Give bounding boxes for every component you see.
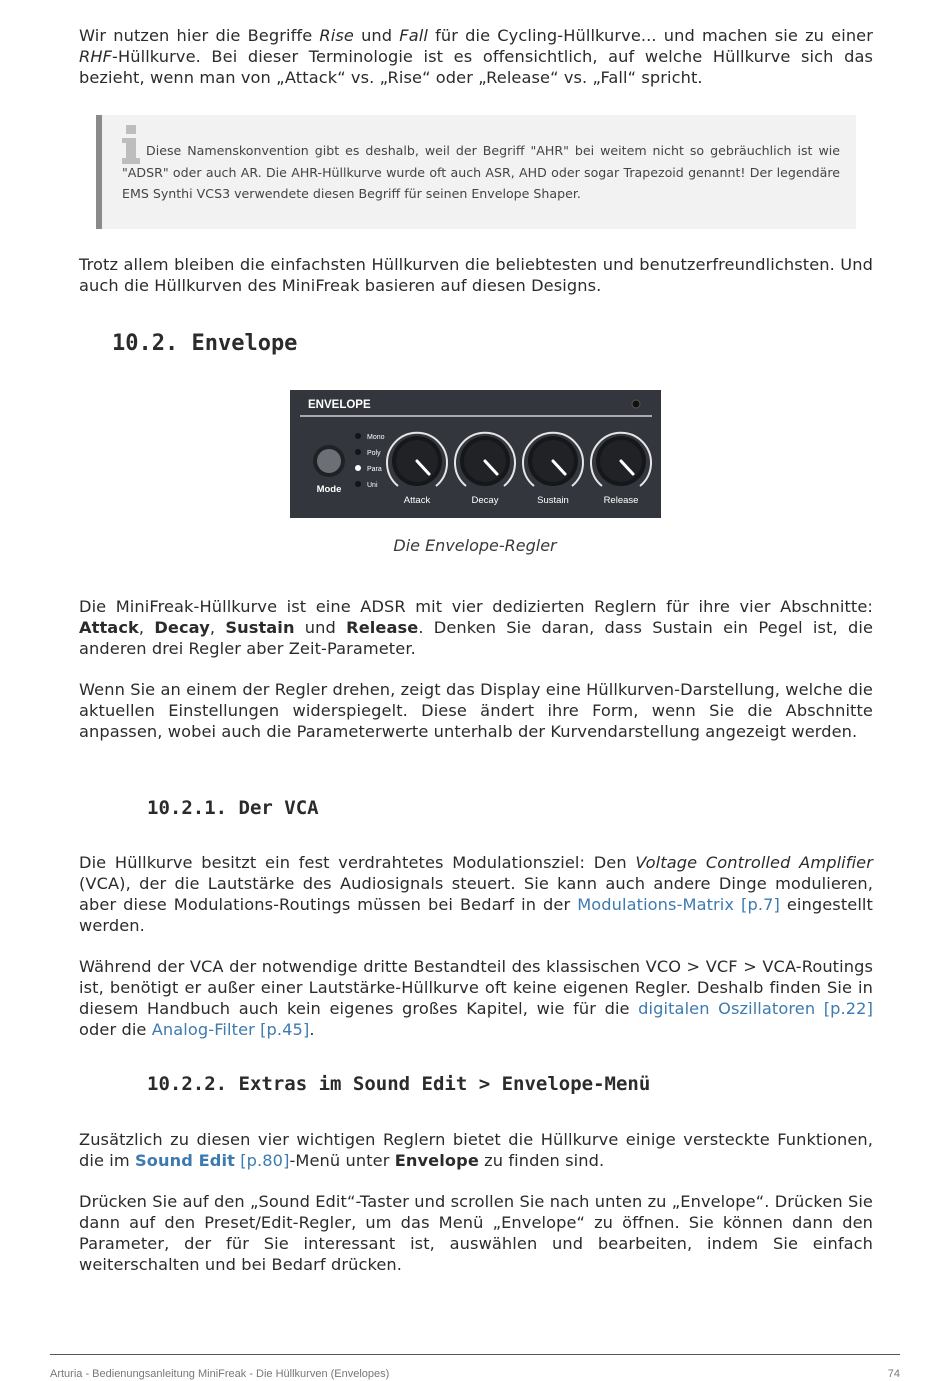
text: , [138,618,155,637]
link-sound-edit-page: [p.80] [234,1151,290,1170]
mode-option: Poly [367,450,381,457]
page-number: 74 [887,1368,900,1380]
paragraph-display: Wenn Sie an einem der Regler drehen, zeigt das Display eine Hüllkurven-Darstellung, welche die aktuellen Einstellungen widerspiegelt. Diese ändert ihre Form, wenn Sie die Abschnitte anpassen, wobei auch die Parameterwerte unterhalb der Kurvendarstellung angezeigt werden. [79,680,873,741]
text: für die Cycling-Hüllkurve... und machen sie zu einer [427,26,873,45]
panel-title: ENVELOPE [308,399,371,411]
knob-label: Decay [471,495,499,506]
link-modulation-matrix[interactable]: Modulations-Matrix [p.7] [577,895,780,914]
text: -Menü unter [289,1151,395,1170]
footer-title: Arturia - Bedienungsanleitung MiniFreak - Die Hüllkurven (Envelopes) [50,1368,390,1380]
paragraph-adsr [79,596,873,659]
text: . Denken Sie daran, dass Sustain ein Pegel ist, die anderen drei Regler aber Zeit-Parameter. [79,618,874,658]
text: und [353,26,400,45]
mode-label: Mode [316,484,342,495]
envelope-panel-image [290,390,661,518]
text: -Hüllkurve. Bei dieser Terminologie ist es offensichtlich, auf welche Hüllkurve sich das bezieht, wenn man von „Attack“ vs. „Rise“ oder „Release“ vs. „Fall“ spricht. [79,47,873,87]
term-decay: Decay [154,618,210,637]
text: Während der VCA der notwendige dritte Bestandteil des klassischen VCO > VCF > VCA-Routings ist, benötigt er außer einer Lautstärke-Hüllkurve oft keine eigenen Regler. Deshalb finden Sie in diesem Handbuch auch kein eigenes großes Kapitel, wie für die [79,957,873,1018]
mode-option: Uni [367,482,378,489]
knob-label: Sustain [537,495,569,506]
text: , [209,618,226,637]
link-digital-oscillators[interactable]: digitalen Oszillatoren [p.22] [638,999,873,1018]
paragraph-vca [79,852,873,936]
link-analog-filter[interactable]: Analog-Filter [p.45] [151,1020,310,1039]
led-para [355,465,361,471]
term-rise: Rise [319,26,354,45]
link-sound-edit[interactable] [135,1151,289,1170]
led-mono [355,433,361,439]
intro-paragraph [79,25,873,88]
text: zu finden sind. [478,1151,605,1170]
mode-button [317,449,341,473]
term-release: Release [346,618,419,637]
info-note [96,115,856,229]
subsection-heading-extras: 10.2.2. Extras im Sound Edit > Envelope-Menü [147,1073,651,1095]
text: und [294,618,347,637]
subsection-heading-vca: 10.2.1. Der VCA [147,797,319,819]
term-vca: Voltage Controlled Amplifier [635,853,873,872]
knob-label: Attack [403,495,431,506]
link-sound-edit-label: Sound Edit [135,1151,235,1170]
text: eingestellt werden. [79,895,873,935]
term-envelope: Envelope [394,1151,479,1170]
text: oder die [79,1020,152,1039]
footer-divider [50,1354,900,1355]
paragraph-designs: Trotz allem bleiben die einfachsten Hüllkurven die beliebtesten und benutzerfreundlichsten. Und auch die Hüllkurven des MiniFreak basieren auf diesen Designs. [79,255,873,295]
mode-option: Mono [367,434,385,441]
text: Wir nutzen hier die Begriffe [79,26,320,45]
text: . [309,1020,315,1039]
term-attack: Attack [79,618,139,637]
panel-led [632,400,640,408]
mode-option: Para [367,466,382,473]
led-poly [355,449,361,455]
text: (VCA), der die Lautstärke des Audiosignals steuert. Sie kann auch andere Dinge modulieren, aber diese Modulations-Routings müssen bei Bedarf in der [79,874,873,914]
paragraph-sound-edit-steps: Drücken Sie auf den „Sound Edit“-Taster und scrollen Sie nach unten zu „Envelope“. Drücken Sie dann auf den Preset/Edit-Regler, um das Menü „Envelope“ zu öffnen. Sie können dann den Parameter, der für Sie interessant ist, auswählen und bearbeiten, indem Sie einfach weiterschalten und bei Bedarf drücken. [79,1192,873,1274]
note-body: Diese Namenskonvention gibt es deshalb, weil der Begriff "AHR" bei weitem nicht so gebräuchlich ist wie "ADSR" oder auch AR. Die AHR-Hüllkurve wurde oft auch ASR, AHD oder sogar Trapezoid genannt! Der legendäre EMS Synthi VCS3 verwendete diesen Begriff für seinen Envelope Shaper. [122,143,840,201]
text: Zusätzlich zu diesen vier wichtigen Reglern bietet die Hüllkurve einige versteckte Funktionen, die im [79,1130,873,1170]
term-sustain: Sustain [225,618,295,637]
term-fall: Fall [399,26,428,45]
term-rhf: RHF [79,47,113,66]
paragraph-extras [79,1129,873,1171]
figure-caption: Die Envelope-Regler [393,536,557,555]
text: Die Hüllkurve besitzt ein fest verdrahtetes Modulationsziel: Den [79,853,636,872]
section-heading: 10.2. Envelope [112,331,298,356]
led-uni [355,481,361,487]
knob-label: Release [603,495,639,506]
note-text [122,140,840,205]
paragraph-vca-routing [79,956,873,1040]
text: Die MiniFreak-Hüllkurve ist eine ADSR mit vier dedizierten Reglern für ihre vier Abschnitte: [79,597,873,616]
